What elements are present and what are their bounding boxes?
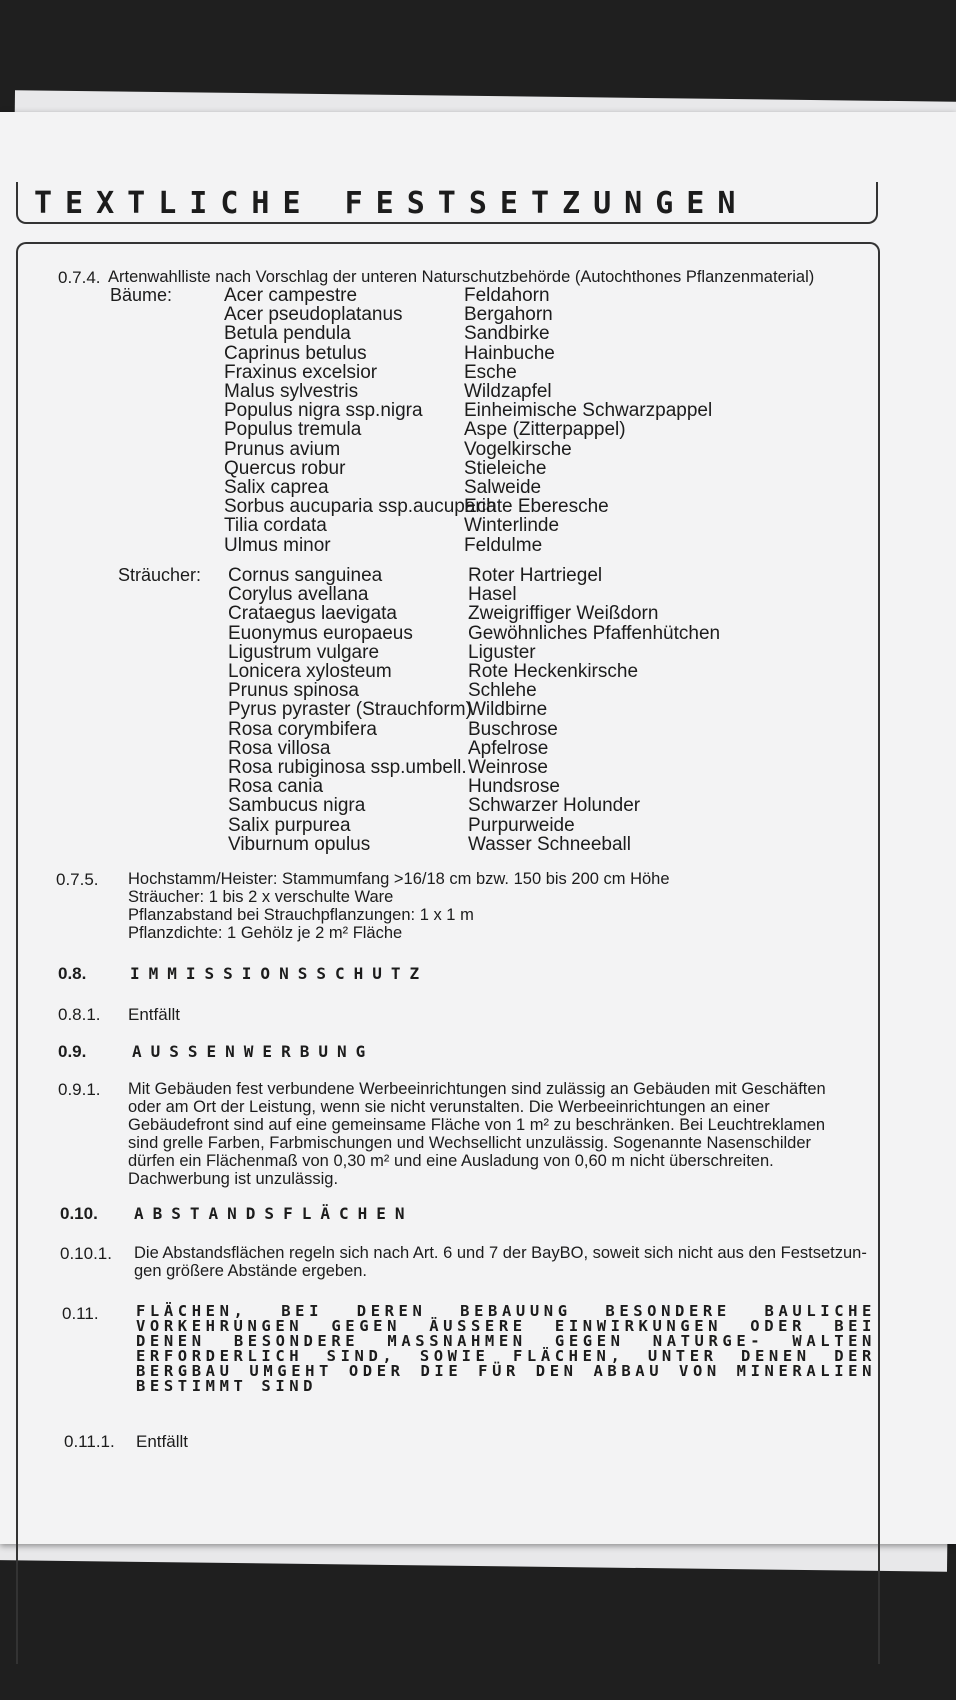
- species-german-name: Esche: [464, 361, 517, 383]
- species-latin-name: Viburnum opulus: [228, 833, 371, 855]
- species-latin-name: Rosa corymbifera: [228, 718, 377, 740]
- species-german-name: Feldulme: [464, 534, 543, 556]
- species-german-name: Hundsrose: [468, 776, 560, 798]
- distance-rules: [134, 1244, 867, 1280]
- species-latin-name: Quercus robur: [224, 457, 346, 479]
- text-line: Hochstamm/Heister: Stammumfang >16/18 cm bzw. 150 bis 200 cm Höhe: [128, 870, 670, 888]
- page-title: TEXTLICHE FESTSETZUNGEN: [34, 186, 749, 221]
- text-line: sind grelle Farben, Farbmischungen und Wechsellicht unzulässig. Sogenannte Nasenschilder: [128, 1134, 812, 1152]
- text-line: oder am Ort der Leistung, wenn sie nicht verunstalten. Die Werbeeinrichtungen an einer: [128, 1098, 770, 1116]
- section-number: 0.9.: [58, 1042, 87, 1061]
- species-latin-name: Salix caprea: [224, 477, 329, 499]
- planting-specs: [128, 870, 670, 942]
- species-latin-name: Euonymus europaeus: [228, 622, 413, 644]
- section-number: 0.10.1.: [60, 1244, 112, 1263]
- species-latin-name: Ligustrum vulgare: [228, 641, 380, 663]
- species-latin-name: Pyrus pyraster (Strauchform): [228, 699, 472, 721]
- section-number: 0.7.5.: [56, 870, 99, 889]
- species-german-name: Vogelkirsche: [464, 438, 572, 460]
- trees-latin-list: [224, 286, 497, 555]
- species-latin-name: Rosa cania: [228, 776, 324, 798]
- trees-german-list: [464, 286, 712, 555]
- species-latin-name: Rosa rubiginosa ssp.umbell.: [228, 757, 467, 779]
- species-latin-name: Sorbus aucuparia ssp.aucuparia: [224, 496, 497, 518]
- species-german-name: Roter Hartriegel: [468, 565, 603, 586]
- section-heading: IMMISSIONSSCHUTZ: [130, 964, 429, 983]
- section-number: 0.8.1.: [58, 1005, 101, 1024]
- section-number: 0.7.4.: [58, 268, 101, 287]
- section-number: 0.11.1.: [64, 1432, 115, 1451]
- shrubs-label: Sträucher:: [118, 565, 202, 585]
- section-number: 0.10.: [60, 1204, 98, 1223]
- species-german-name: Gewöhnliches Pfaffenhütchen: [468, 622, 721, 644]
- species-latin-name: Populus nigra ssp.nigra: [224, 400, 423, 422]
- species-german-name: Hainbuche: [464, 342, 555, 364]
- species-german-name: Schlehe: [468, 680, 537, 702]
- text-line: Pflanzabstand bei Strauchpflanzungen: 1 x 1 m: [128, 906, 474, 924]
- species-latin-name: Ulmus minor: [224, 534, 331, 556]
- species-latin-name: Betula pendula: [224, 323, 351, 345]
- species-latin-name: Prunus spinosa: [228, 680, 359, 702]
- species-latin-name: Prunus avium: [224, 438, 341, 460]
- species-german-name: Rote Heckenkirsche: [468, 661, 639, 683]
- species-latin-name: Tilia cordata: [224, 515, 327, 537]
- areas-heading: FLÄCHEN, BEI DEREN BEBAUUNG BESONDERE BAULICHE VORKEHRUNGEN GEGEN ÄUSSERE EINWIRKUNGEN ODER BEI DENEN BESONDERE MASSNAHMEN GEGEN NATURGE- WALTEN ERFORDERLICH SIND, SOWIE FLÄCHEN, UNTER DENEN DER BERGBAU UMGEHT ODER DIE FÜR DEN ABBAU VON MINERALIEN BESTIMMT SIND: [136, 1302, 876, 1395]
- species-german-name: Liguster: [468, 641, 536, 663]
- species-german-name: Weinrose: [468, 757, 548, 779]
- species-latin-name: Sambucus nigra: [228, 795, 366, 817]
- species-latin-name: Corylus avellana: [228, 584, 369, 606]
- text-line: Die Abstandsflächen regeln sich nach Art. 6 und 7 der BayBO, soweit sich nicht aus den Festsetzun-: [134, 1244, 867, 1262]
- shrubs-german-list: [468, 566, 720, 854]
- species-latin-name: Populus tremula: [224, 419, 362, 441]
- species-german-name: Salweide: [464, 477, 542, 499]
- species-latin-name: Acer pseudoplatanus: [224, 304, 403, 326]
- species-german-name: Apfelrose: [468, 737, 549, 759]
- section-number: 0.11.: [62, 1304, 99, 1323]
- section-number: 0.8.: [58, 964, 87, 983]
- document-page: [0, 112, 956, 1544]
- species-german-name: Feldahorn: [464, 285, 550, 306]
- species-latin-name: Lonicera xylosteum: [228, 661, 392, 683]
- species-german-name: Zweigriffiger Weißdorn: [468, 603, 659, 625]
- section-text: Entfällt: [136, 1432, 188, 1451]
- text-line: gen größere Abstände ergeben.: [134, 1262, 368, 1280]
- species-german-name: Wildbirne: [468, 699, 548, 721]
- text-line: Dachwerbung ist unzulässig.: [128, 1170, 339, 1188]
- species-latin-name: Cornus sanguinea: [228, 565, 383, 586]
- species-latin-name: Salix purpurea: [228, 814, 351, 836]
- species-german-name: Wasser Schneeball: [468, 833, 631, 855]
- text-line: Sträucher: 1 bis 2 x verschulte Ware: [128, 888, 394, 906]
- species-german-name: Buschrose: [468, 718, 558, 740]
- species-german-name: Wildzapfel: [464, 381, 552, 403]
- species-latin-name: Malus sylvestris: [224, 381, 359, 403]
- species-german-name: Sandbirke: [464, 323, 550, 345]
- text-line: Mit Gebäuden fest verbundene Werbeeinrichtungen sind zulässig an Gebäuden mit Geschäften: [128, 1080, 826, 1098]
- section-heading: ABSTANDSFLÄCHEN: [134, 1204, 414, 1223]
- species-german-name: Bergahorn: [464, 304, 553, 326]
- section-number: 0.9.1.: [58, 1080, 101, 1099]
- species-latin-name: Caprinus betulus: [224, 342, 367, 364]
- species-german-name: Hasel: [468, 584, 517, 606]
- species-latin-name: Fraxinus excelsior: [224, 361, 378, 383]
- species-german-name: Einheimische Schwarzpappel: [464, 400, 713, 422]
- text-line: Pflanzdichte: 1 Gehölz je 2 m² Fläche: [128, 924, 403, 942]
- section-text: Entfällt: [128, 1005, 180, 1024]
- species-german-name: Aspe (Zitterpappel): [464, 419, 626, 441]
- species-latin-name: Acer campestre: [224, 285, 358, 306]
- section-text: Artenwahlliste nach Vorschlag der unteren Naturschutzbehörde (Autochthones Pflanzenmaterial): [108, 268, 815, 286]
- species-latin-name: Crataegus laevigata: [228, 603, 397, 625]
- advertising-rules: [128, 1080, 826, 1188]
- species-latin-name: Rosa villosa: [228, 737, 331, 759]
- species-german-name: Purpurweide: [468, 814, 575, 836]
- text-line: Gebäudefront sind auf eine gemeinsame Fläche von 1 m² zu beschränken. Bei Leuchtreklamen: [128, 1116, 826, 1134]
- species-german-name: Echte Eberesche: [464, 496, 609, 518]
- trees-label: Bäume:: [110, 285, 173, 305]
- species-german-name: Winterlinde: [464, 515, 560, 537]
- species-german-name: Stieleiche: [464, 457, 547, 479]
- shrubs-latin-list: [228, 566, 472, 854]
- text-line: dürfen ein Flächenmaß von 0,30 m² und eine Ausladung von 0,60 m nicht überschreiten.: [128, 1152, 774, 1170]
- species-german-name: Schwarzer Holunder: [468, 795, 641, 817]
- section-heading: AUSSENWERBUNG: [132, 1042, 375, 1061]
